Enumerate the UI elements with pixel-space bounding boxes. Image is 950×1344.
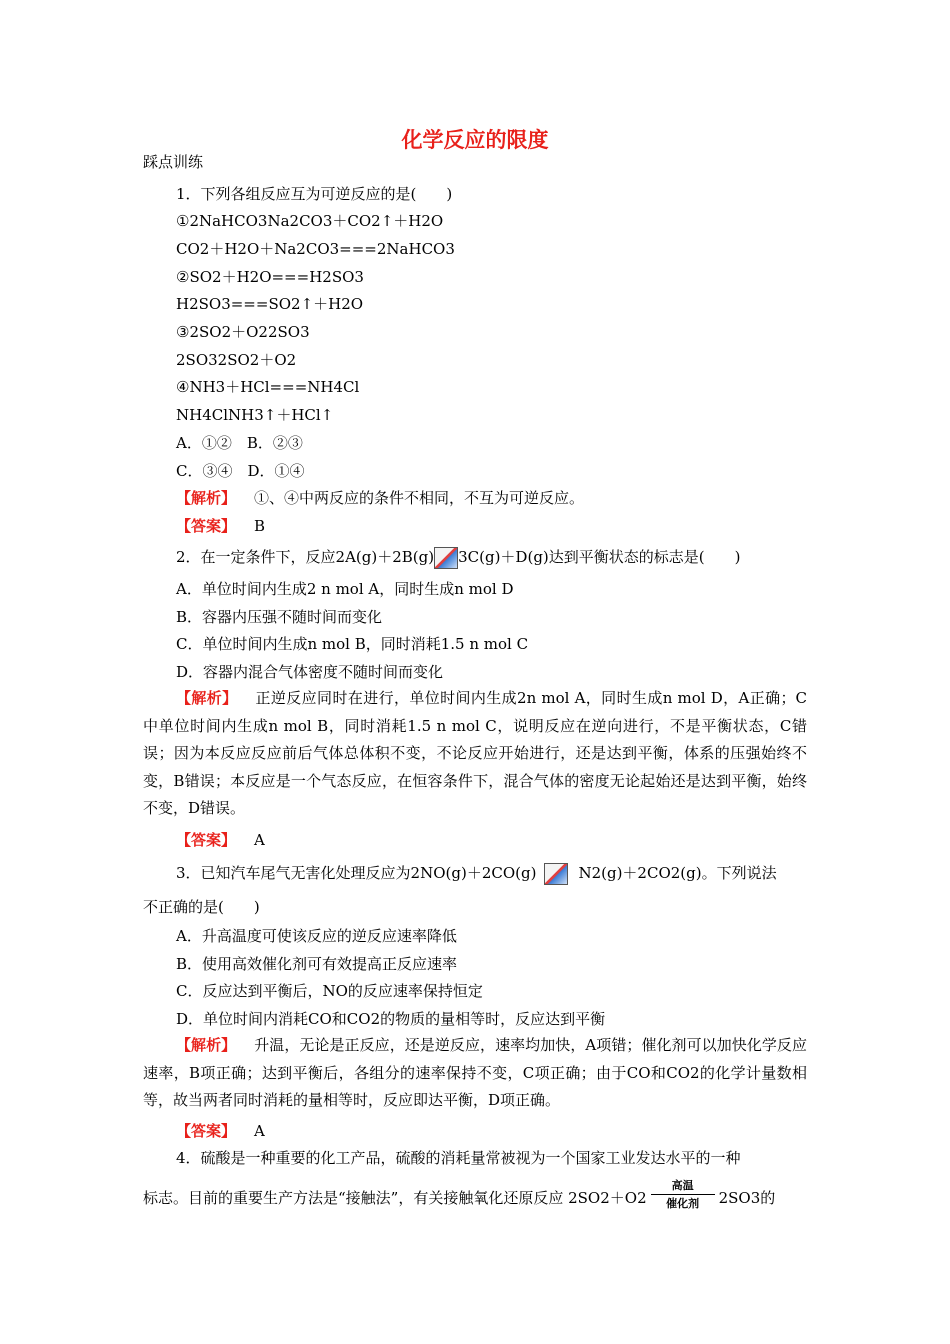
q3-stem-part: N2(g)＋2CO2(g)。下列说法 (578, 864, 777, 882)
condition-top: 高温 (671, 1179, 694, 1192)
analysis-text: ①、④中两反应的条件不相同，不互为可逆反应。 (254, 489, 585, 507)
q1-line: ①2NaHCO3Na2CO3＋CO2↑＋H2O (176, 212, 444, 230)
q2-option: C．单位时间内生成n mol B，同时消耗1.5 n mol C (176, 635, 529, 653)
q3-stem-part: 3．已知汽车尾气无害化处理反应为2NO(g)＋2CO(g) (176, 864, 537, 882)
reaction-condition-arrow (651, 1180, 715, 1216)
q2-stem-part: 3C(g)＋D(g)达到平衡状态的标志是( ) (458, 548, 741, 566)
q2-option: A．单位时间内生成2 n mol A，同时生成n mol D (176, 580, 514, 598)
q1-line: ②SO2＋H2O===H2SO3 (176, 268, 364, 286)
q1-analysis (176, 488, 584, 508)
q1-line: H2SO3===SO2↑＋H2O (176, 295, 364, 313)
answer-tag: 【答案】 (176, 831, 237, 849)
q1-option: A．①② B．②③ (176, 434, 303, 452)
q1-line: CO2＋H2O＋Na2CO3===2NaHCO3 (176, 240, 455, 258)
page-title: 化学反应的限度 (401, 128, 549, 152)
condition-bottom: 催化剂 (666, 1197, 700, 1210)
answer-tag: 【答案】 (176, 517, 237, 535)
q1-line: ④NH3＋HCl===NH4Cl (176, 378, 360, 396)
q2-stem-part: 2．在一定条件下，反应2A(g)＋2B(g) (176, 548, 435, 566)
q1-stem: 1．下列各组反应互为可逆反应的是( ) (176, 185, 453, 203)
q3-analysis (143, 1032, 807, 1115)
q3-option: A．升高温度可使该反应的逆反应速率降低 (176, 927, 457, 945)
q1-answer (176, 516, 265, 536)
analysis-tag: 【解析】 (176, 1036, 237, 1054)
q3-option: B．使用高效催化剂可有效提高正反应速率 (176, 955, 458, 973)
q2-analysis (143, 685, 807, 823)
answer-text: A (254, 1122, 265, 1140)
analysis-text: 正逆反应同时在进行，单位时间内生成2n mol A，同时生成n mol D，A正确；C中单位时间内生成n mol B，同时消耗1.5 n mol C，说明反应在逆向进行，不是平衡状态，C错误；因为本反应反应前后气体总体积不变，不论反应开始进行，还是达到平衡，体系的压强始终不变，B错误；本反应是一个气态反应，在恒容条件下，混合气体的密度无论起始还是达到平衡，始终不变，D错误。 (143, 689, 807, 817)
q2-stem (176, 547, 740, 569)
q4-line: 4．硫酸是一种重要的化工产品，硫酸的消耗量常被视为一个国家工业发达水平的一种 (176, 1149, 741, 1167)
q3-stem (176, 863, 777, 885)
q1-line: ③2SO2＋O22SO3 (176, 323, 310, 341)
equilibrium-arrow-image (434, 547, 458, 569)
q3-option: C．反应达到平衡后，NO的反应速率保持恒定 (176, 982, 483, 1000)
analysis-text: 升温，无论是正反应，还是逆反应，速率均加快，A项错；催化剂可以加快化学反应速率，B项正确；达到平衡后，各组分的速率保持不变，C项正确；由于CO和CO2的化学计量数相等，故当两者同时消耗的量相等时，反应即达平衡，D项正确。 (143, 1036, 807, 1109)
q4-line (143, 1180, 775, 1216)
q4-line-part: 2SO3的 (718, 1189, 776, 1207)
q1-line: 2SO32SO2＋O2 (176, 351, 297, 369)
answer-tag: 【答案】 (176, 1122, 237, 1140)
equilibrium-arrow-image (544, 863, 568, 885)
q4-line-part: 标志。目前的重要生产方法是“接触法”，有关接触氧化还原反应 2SO2＋O2 (143, 1189, 647, 1207)
answer-text: B (254, 517, 266, 535)
q3-stem-cont: 不正确的是( ) (143, 898, 260, 916)
section-heading: 踩点训练 (143, 153, 204, 171)
analysis-tag: 【解析】 (176, 689, 238, 707)
q2-option: D．容器内混合气体密度不随时间而变化 (176, 663, 444, 681)
q3-option: D．单位时间内消耗CO和CO2的物质的量相等时，反应达到平衡 (176, 1010, 606, 1028)
answer-text: A (254, 831, 265, 849)
q2-answer (176, 830, 265, 850)
analysis-tag: 【解析】 (176, 489, 237, 507)
q1-option: C．③④ D．①④ (176, 462, 305, 480)
q3-answer (176, 1121, 265, 1141)
q1-line: NH4ClNH3↑＋HCl↑ (176, 406, 334, 424)
q2-option: B．容器内压强不随时间而变化 (176, 608, 383, 626)
